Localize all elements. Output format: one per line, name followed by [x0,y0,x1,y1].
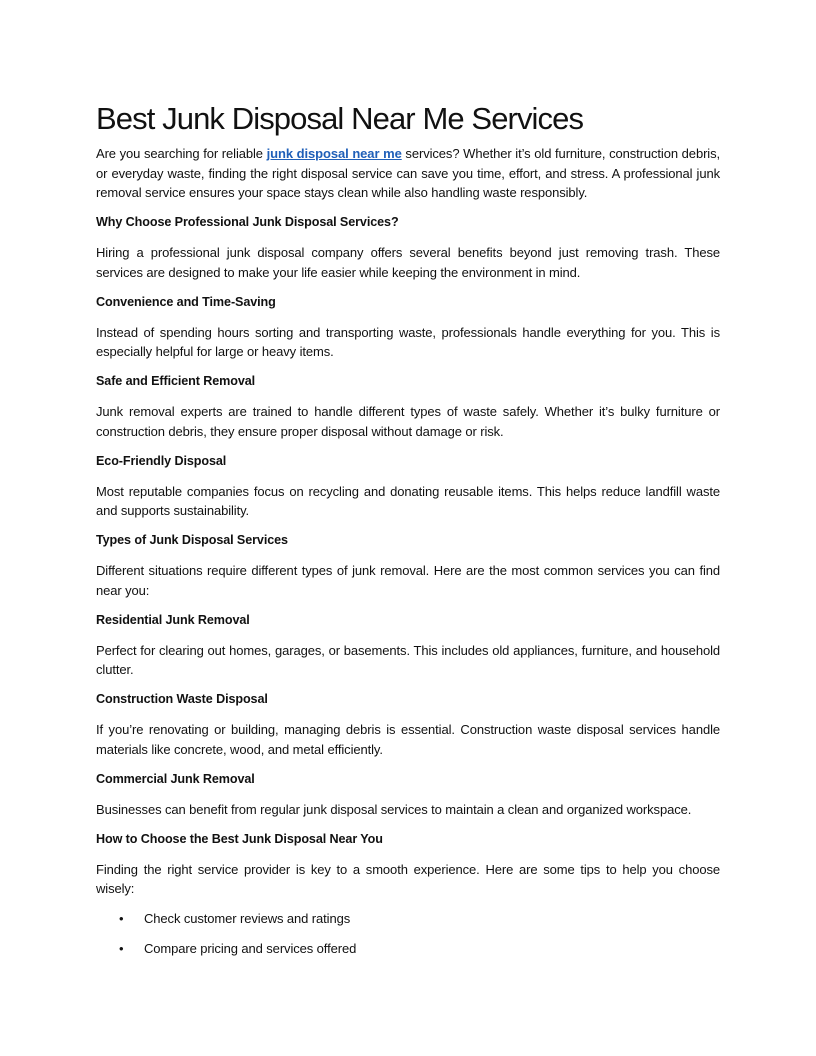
section-heading-why-choose: Why Choose Professional Junk Disposal Services? [96,215,399,229]
section-heading-how-to-choose: How to Choose the Best Junk Disposal Near You [96,831,383,846]
list-item-text: Check customer reviews and ratings [144,911,351,926]
intro-paragraph [96,144,720,203]
section-text-safe-removal: Junk removal experts are trained to handle different types of waste safely. Whether it’s bulky furniture or construction debris, they ensure proper disposal without damage or risk. [96,404,720,439]
junk-disposal-link[interactable]: junk disposal near me [266,146,402,161]
page-title: Best Junk Disposal Near Me Services [96,101,584,136]
section-heading-residential: Residential Junk Removal [96,612,250,627]
section-text-construction: If you’re renovating or building, managing debris is essential. Construction waste disposal services handle materials like concrete, wood, and metal efficiently. [96,722,720,757]
section-heading-types: Types of Junk Disposal Services [96,533,288,547]
list-item-text: Compare pricing and services offered [144,941,357,956]
section-heading-safe-removal: Safe and Efficient Removal [96,374,256,388]
section-text-how-to-choose: Finding the right service provider is key to a smooth experience. Here are some tips to help you choose wisely: [96,861,720,896]
list-item [96,909,720,929]
section-text-why-choose: Hiring a professional junk disposal company offers several benefits beyond just removing trash. These services are designed to make your life easier while keeping the environment in mind. [96,245,720,280]
section-text-eco-friendly: Most reputable companies focus on recycling and donating reusable items. This helps reduce landfill waste and supports sustainability. [96,483,720,518]
section-text-types: Different situations require different types of junk removal. Here are the most common services you can find near you: [96,563,720,598]
intro-text-before: Are you searching for reliable [96,146,267,161]
section-text-residential: Perfect for clearing out homes, garages, or basements. This includes old appliances, furniture, and household clutter. [96,642,720,677]
list-item [96,939,720,959]
section-text-convenience: Instead of spending hours sorting and transporting waste, professionals handle everything for you. This is especially helpful for large or heavy items. [96,324,720,359]
bullet-icon: • [119,941,124,956]
bullet-icon: • [119,911,124,926]
section-heading-eco-friendly: Eco-Friendly Disposal [96,453,227,468]
document-page [96,98,720,969]
intro-text-after: services? Whether it’s old furniture, construction debris, or everyday waste, finding the right disposal service can save you time, effort, and stress. A professional junk removal service ensures your space stays clean while also handling waste responsibly. [96,146,720,200]
section-text-commercial: Businesses can benefit from regular junk disposal services to maintain a clean and organized workspace. [96,801,692,817]
section-heading-construction: Construction Waste Disposal [96,692,268,706]
section-heading-convenience: Convenience and Time-Saving [96,294,276,309]
section-heading-commercial: Commercial Junk Removal [96,771,255,786]
tips-list [96,909,720,959]
